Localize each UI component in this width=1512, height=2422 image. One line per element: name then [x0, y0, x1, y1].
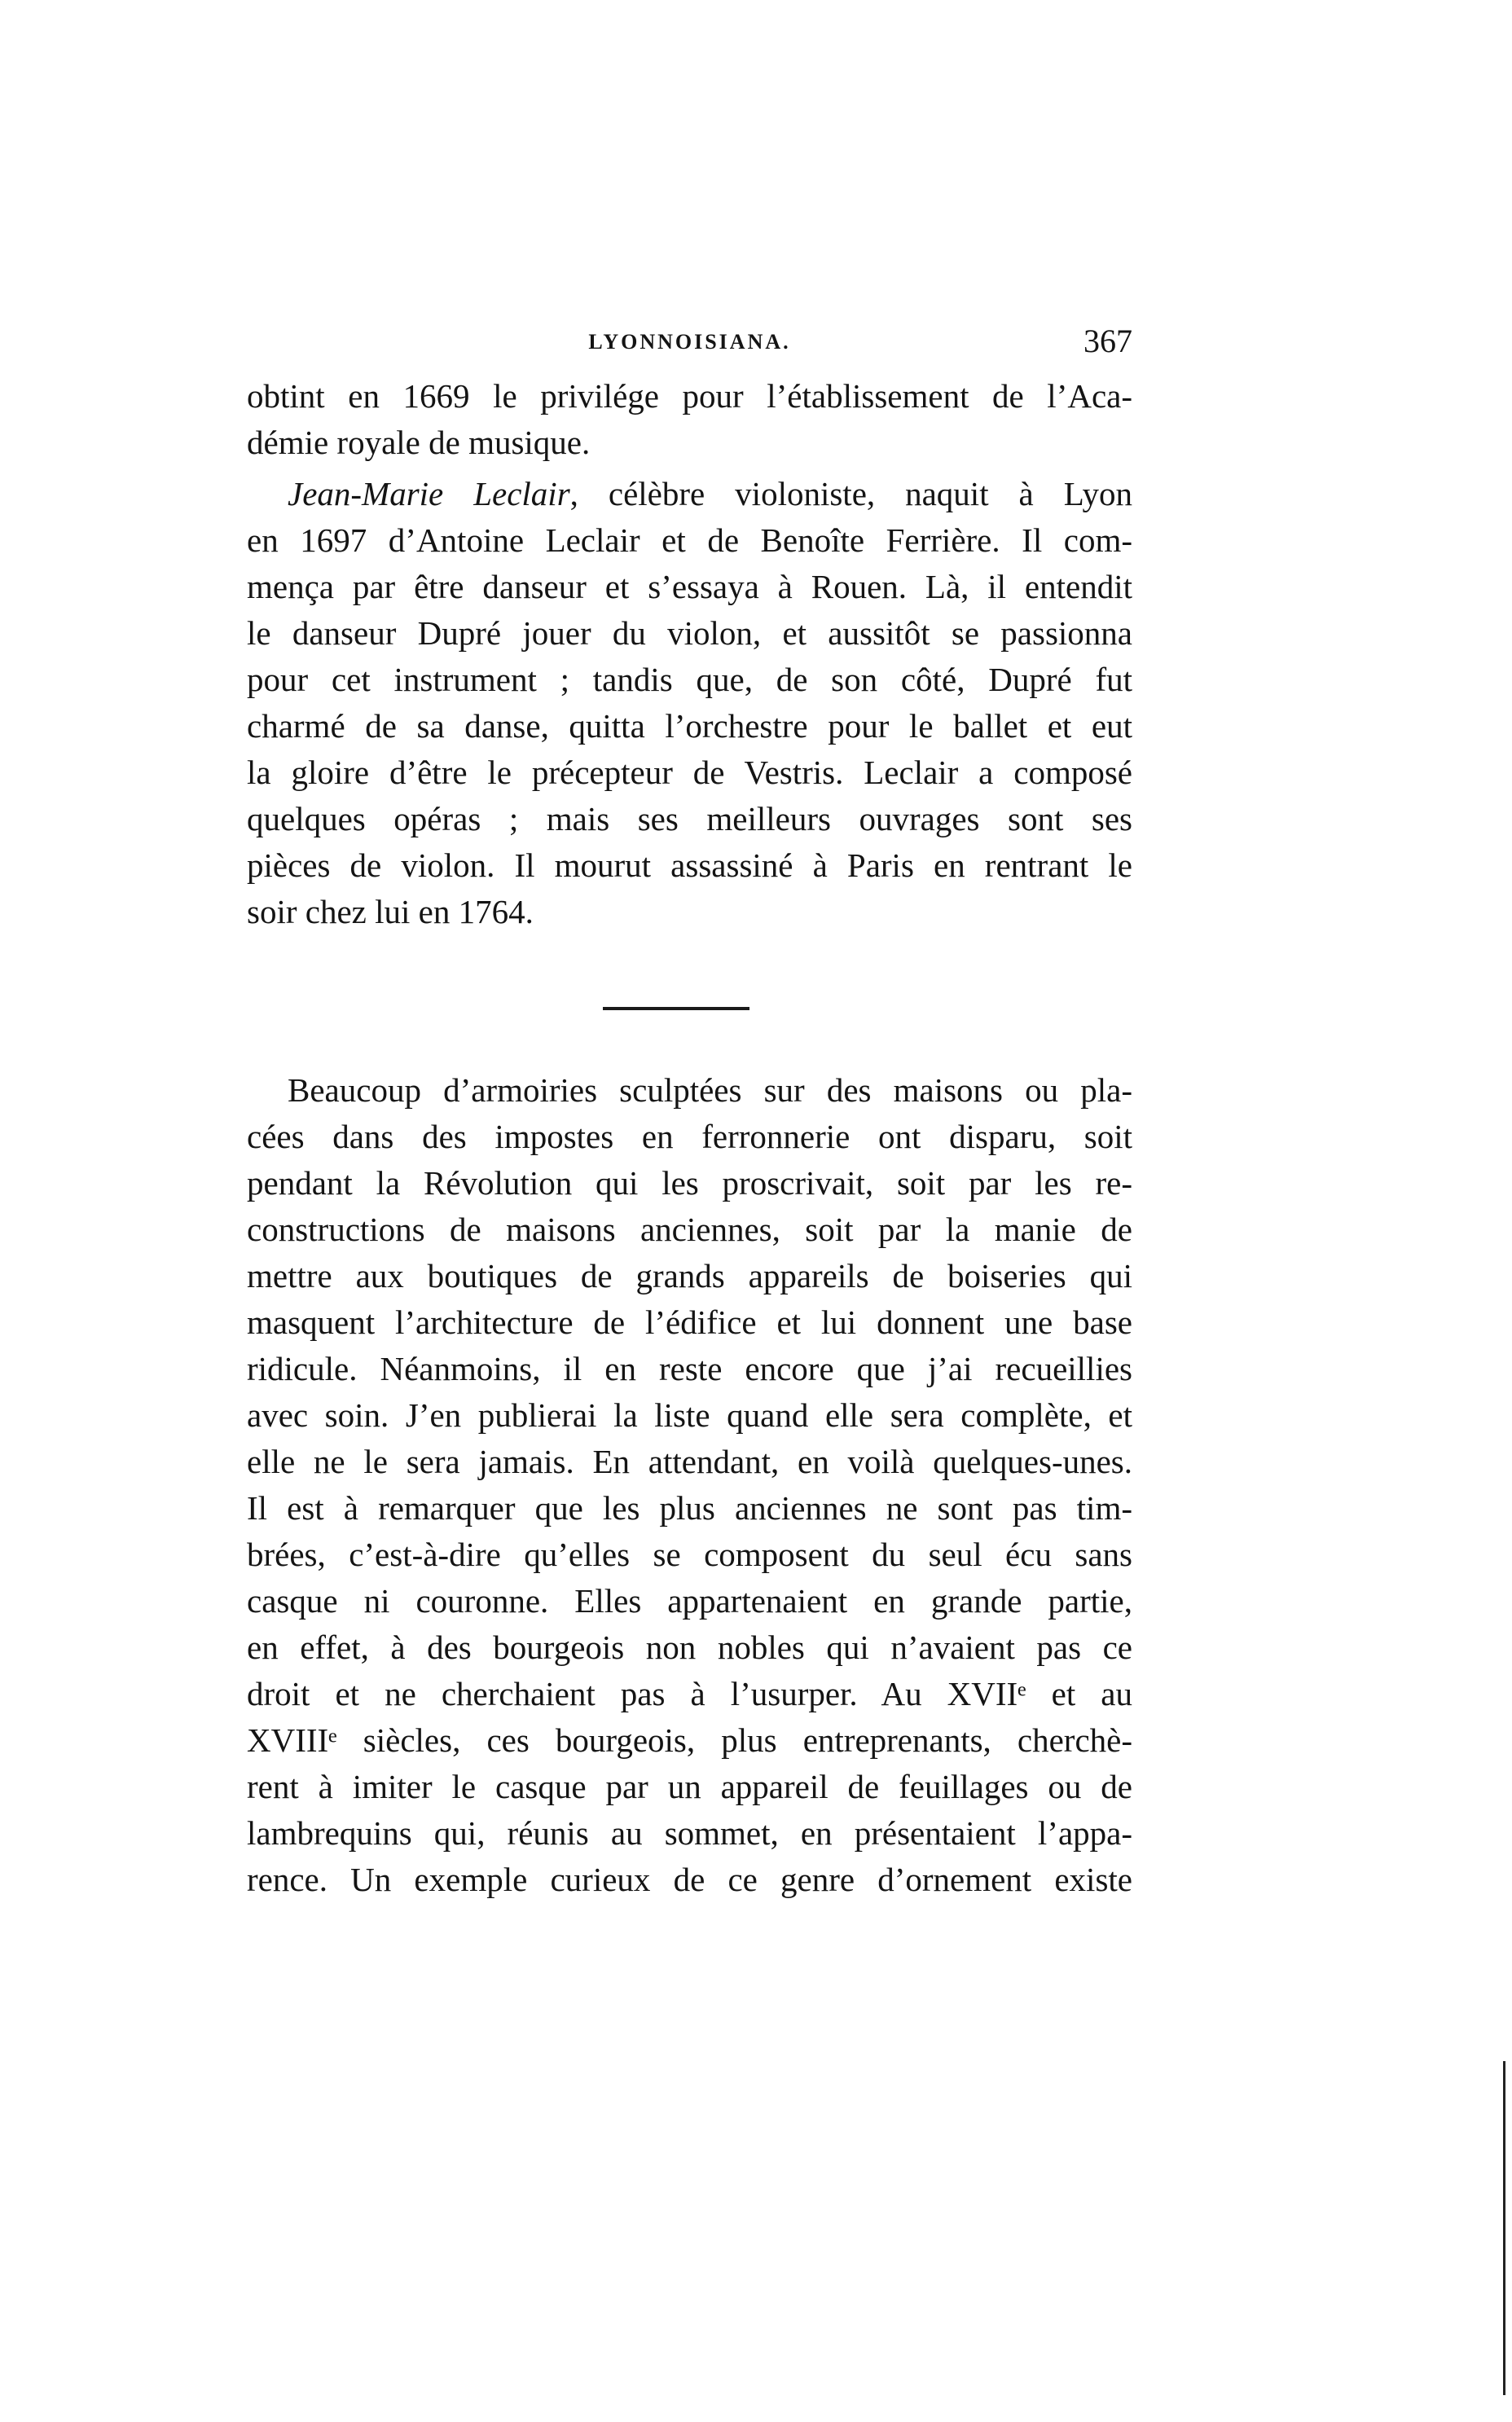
person-name: Jean-Marie Leclair	[288, 475, 570, 512]
text-line: pendant la Révolution qui les proscrivait, soit par les re-	[247, 1164, 1132, 1202]
text-line: lambrequins qui, réunis au sommet, en présentaient l’appa-	[247, 1814, 1132, 1852]
text-line: pour cet instrument ; tandis que, de son côté, Dupré fut	[247, 661, 1132, 698]
text-line: rence. Un exemple curieux de ce genre d’ornement existe	[247, 1861, 1132, 1898]
text-line: avec soin. J’en publierai la liste quand elle sera complète, et	[247, 1396, 1132, 1434]
page-header	[247, 322, 1132, 371]
text-line: cées dans des impostes en ferronnerie ont disparu, soit	[247, 1118, 1132, 1155]
text-line: en 1697 d’Antoine Leclair et de Benoîte Ferrière. Il com-	[247, 521, 1132, 559]
text-line: brées, c’est-à-dire qu’elles se composent du seul écu sans	[247, 1536, 1132, 1573]
text-line: constructions de maisons anciennes, soit par la manie de	[247, 1211, 1132, 1248]
text-line	[247, 471, 1132, 517]
running-title: LYONNOISIANA.	[588, 330, 791, 354]
text-line-rest: , célèbre violoniste, naquit à Lyon	[569, 475, 1133, 512]
text-line: la gloire d’être le précepteur de Vestris. Leclair a composé	[247, 754, 1132, 791]
text-line: en effet, à des bourgeois non nobles qui n’avaient pas ce	[247, 1629, 1132, 1666]
text-line: Il est à remarquer que les plus anciennes ne sont pas tim-	[247, 1489, 1132, 1527]
section-divider	[603, 1007, 749, 1010]
text-line: masquent l’architecture de l’édifice et lui donnent une base	[247, 1303, 1132, 1341]
text-line: charmé de sa danse, quitta l’orchestre pour le ballet et eut	[247, 707, 1132, 745]
text-line: mettre aux boutiques de grands appareils de boiseries qui	[247, 1257, 1132, 1295]
text-line: Beaucoup d’armoiries sculptées sur des maisons ou pla-	[288, 1071, 1132, 1109]
page-number: 367	[1083, 323, 1132, 359]
text-line: droit et ne cherchaient pas à l’usurper. Au XVIIᵉ et au	[247, 1675, 1132, 1712]
text-line: pièces de violon. Il mourut assassiné à Paris en rentrant le	[247, 846, 1132, 884]
text-line: ridicule. Néanmoins, il en reste encore que j’ai recueillies	[247, 1350, 1132, 1387]
text-line: obtint en 1669 le privilége pour l’établissement de l’Aca-	[247, 377, 1132, 415]
scan-edge-mark	[1503, 2061, 1505, 2395]
text-line: quelques opéras ; mais ses meilleurs ouvrages sont ses	[247, 800, 1132, 837]
text-line: casque ni couronne. Elles appartenaient en grande partie,	[247, 1582, 1132, 1620]
text-line: mença par être danseur et s’essaya à Rouen. Là, il entendit	[247, 568, 1132, 605]
text-block-lower	[247, 1067, 1132, 1903]
text-line: soir chez lui en 1764.	[247, 893, 534, 930]
text-block-upper	[247, 373, 1132, 935]
text-line: le danseur Dupré jouer du violon, et aussitôt se passionna	[247, 614, 1132, 652]
text-line: XVIIIᵉ siècles, ces bourgeois, plus entreprenants, cherchè-	[247, 1721, 1132, 1759]
text-line: démie royale de musique.	[247, 424, 591, 461]
text-line: elle ne le sera jamais. En attendant, en voilà quelques-unes.	[247, 1443, 1132, 1480]
text-line: rent à imiter le casque par un appareil de feuillages ou de	[247, 1768, 1132, 1805]
